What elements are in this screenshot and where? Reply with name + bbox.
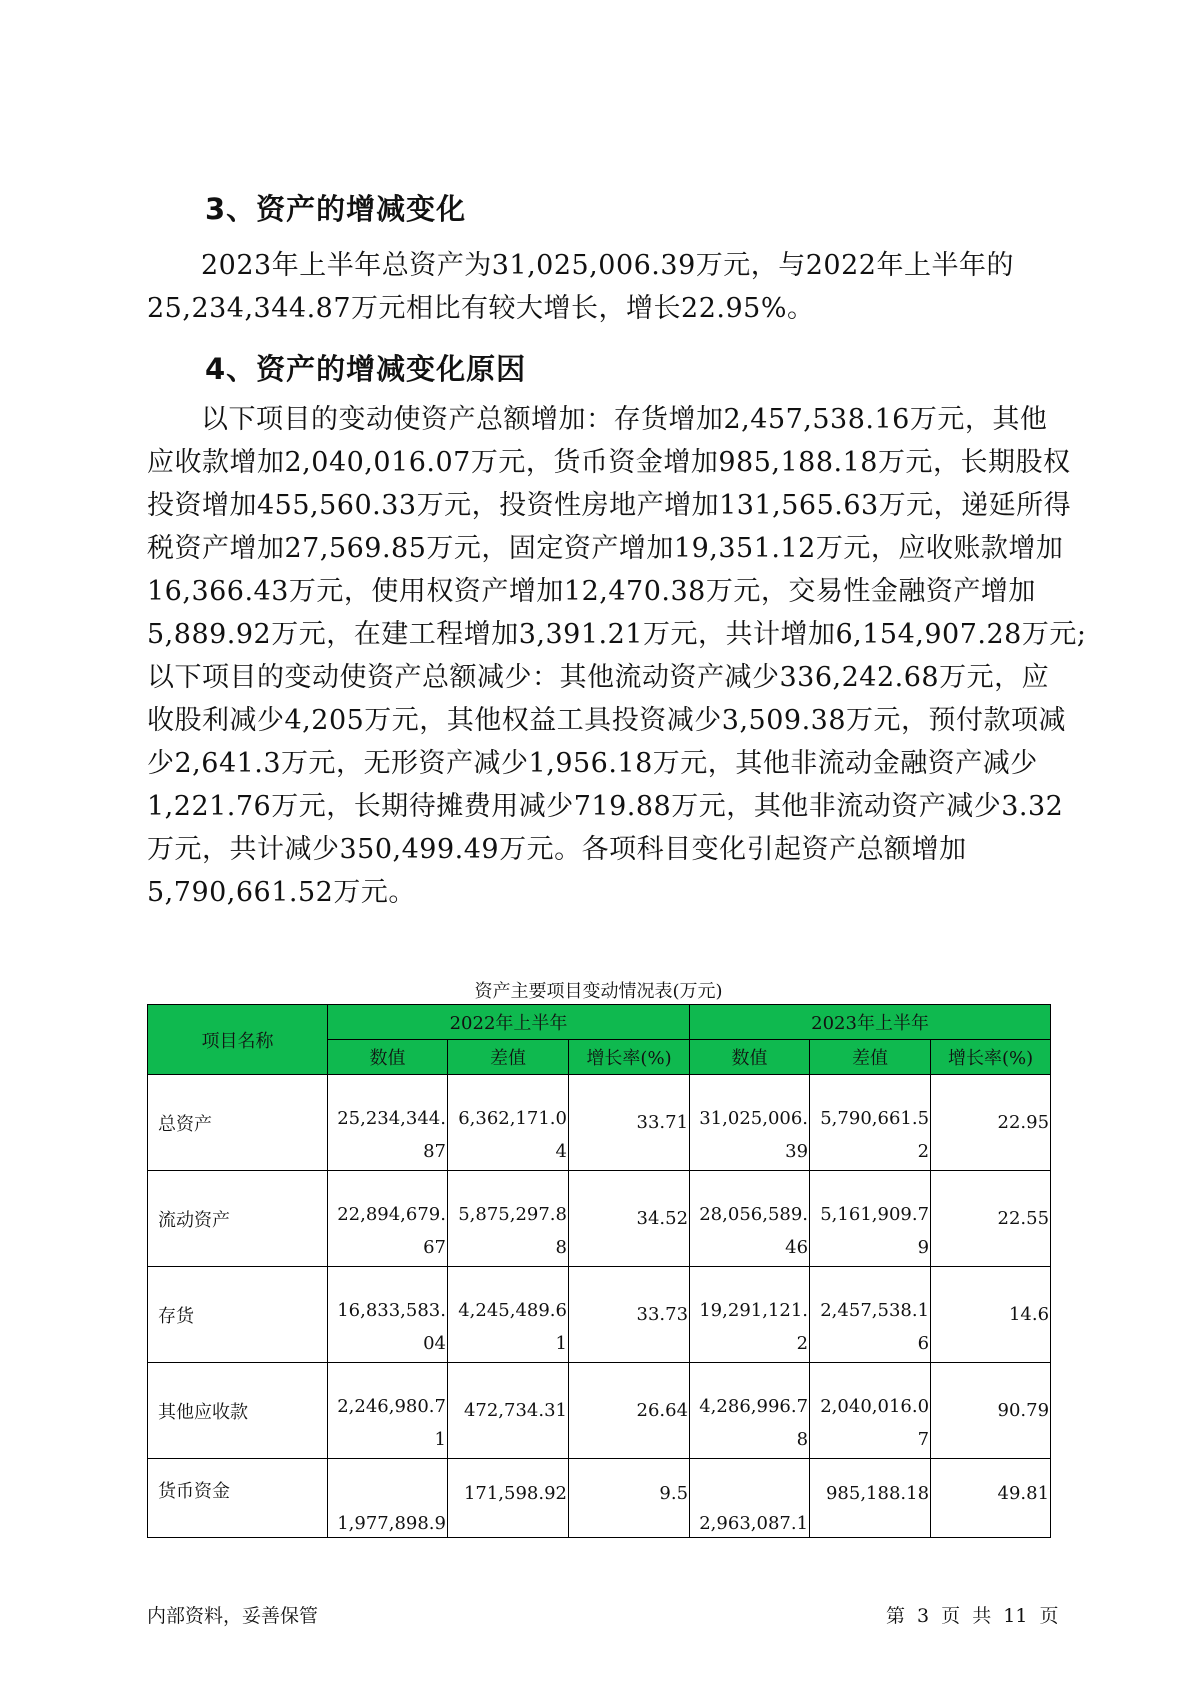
- header-period-2023: 2023年上半年: [690, 1005, 1051, 1040]
- paragraph-line: 5,889.92万元，在建工程增加3,391.21万元，共计增加6,154,907.28万元;: [147, 619, 1087, 650]
- rate-2022: 34.52: [569, 1171, 690, 1267]
- header-item-name: 项目名称: [148, 1005, 328, 1075]
- row-label: 货币资金: [148, 1459, 328, 1538]
- rate-2023: 90.79: [931, 1363, 1051, 1459]
- table-row: [148, 1171, 1051, 1267]
- rate-2023: 14.6: [931, 1267, 1051, 1363]
- diff-2022: 472,734.31: [448, 1363, 569, 1459]
- diff-2023: 2,457,538.16: [810, 1267, 931, 1363]
- diff-2023: 985,188.18: [810, 1459, 931, 1538]
- header-diff-2022: 差值: [448, 1040, 569, 1075]
- value-2023: 19,291,121.2: [690, 1267, 810, 1363]
- paragraph-line: 1,221.76万元，长期待摊费用减少719.88万元，其他非流动资产减少3.32: [147, 791, 1064, 822]
- row-label: 流动资产: [148, 1171, 328, 1267]
- paragraph-line: 25,234,344.87万元相比有较大增长，增长22.95%。: [147, 293, 815, 324]
- section-4-paragraph: [147, 398, 1087, 914]
- diff-2023: 5,161,909.79: [810, 1171, 931, 1267]
- paragraph-line: 收股利减少4,205万元，其他权益工具投资减少3,509.38万元，预付款项减: [147, 705, 1067, 736]
- row-label: 总资产: [148, 1075, 328, 1171]
- value-2023: 28,056,589.46: [690, 1171, 810, 1267]
- diff-2023: 2,040,016.07: [810, 1363, 931, 1459]
- diff-2022: 171,598.92: [448, 1459, 569, 1538]
- paragraph-line: 万元，共计减少350,499.49万元。各项科目变化引起资产总额增加: [147, 834, 967, 865]
- value-2022: 16,833,583.04: [328, 1267, 448, 1363]
- rate-2023: 49.81: [931, 1459, 1051, 1538]
- paragraph-line: 16,366.43万元，使用权资产增加12,470.38万元，交易性金融资产增加: [147, 576, 1036, 607]
- value-2022: 1,977,898.9: [328, 1459, 448, 1538]
- paragraph-line: 2023年上半年总资产为31,025,006.39万元，与2022年上半年的: [201, 250, 1014, 281]
- value-2022: 25,234,344.87: [328, 1075, 448, 1171]
- paragraph-line: 税资产增加27,569.85万元，固定资产增加19,351.12万元，应收账款增加: [147, 533, 1064, 564]
- paragraph-line: 投资增加455,560.33万元，投资性房地产增加131,565.63万元，递延所得: [147, 490, 1072, 521]
- paragraph-line: 以下项目的变动使资产总额减少：其他流动资产减少336,242.68万元，应: [147, 662, 1050, 693]
- paragraph-line: 以下项目的变动使资产总额增加：存货增加2,457,538.16万元，其他: [201, 404, 1048, 435]
- header-value-2023: 数值: [690, 1040, 810, 1075]
- asset-change-table: [147, 1004, 1051, 1538]
- section-4-heading: 4、资产的增减变化原因: [205, 352, 527, 386]
- paragraph-line: 应收款增加2,040,016.07万元，货币资金增加985,188.18万元，长期股权: [147, 447, 1071, 478]
- paragraph-line: 5,790,661.52万元。: [147, 877, 416, 908]
- table-row: [148, 1459, 1051, 1538]
- footer-confidential-note: 内部资料，妥善保管: [147, 1605, 319, 1627]
- value-2022: 22,894,679.67: [328, 1171, 448, 1267]
- table-row: [148, 1363, 1051, 1459]
- value-2023: 2,963,087.1: [690, 1459, 810, 1538]
- paragraph-line: 少2,641.3万元，无形资产减少1,956.18万元，其他非流动金融资产减少: [147, 748, 1038, 779]
- rate-2022: 33.73: [569, 1267, 690, 1363]
- rate-2022: 26.64: [569, 1363, 690, 1459]
- diff-2022: 5,875,297.88: [448, 1171, 569, 1267]
- row-label: 其他应收款: [148, 1363, 328, 1459]
- value-2023: 31,025,006.39: [690, 1075, 810, 1171]
- section-3-paragraph: [147, 244, 1047, 330]
- rate-2023: 22.55: [931, 1171, 1051, 1267]
- table-row: [148, 1075, 1051, 1171]
- diff-2022: 6,362,171.04: [448, 1075, 569, 1171]
- section-3-heading: 3、资产的增减变化: [205, 192, 467, 226]
- row-label: 存货: [148, 1267, 328, 1363]
- footer-page-number: 第 3 页 共 11 页: [886, 1605, 1059, 1627]
- header-rate-2022: 增长率(%): [569, 1040, 690, 1075]
- diff-2023: 5,790,661.52: [810, 1075, 931, 1171]
- header-value-2022: 数值: [328, 1040, 448, 1075]
- rate-2022: 9.5: [569, 1459, 690, 1538]
- value-2023: 4,286,996.78: [690, 1363, 810, 1459]
- value-2022: 2,246,980.71: [328, 1363, 448, 1459]
- header-rate-2023: 增长率(%): [931, 1040, 1051, 1075]
- rate-2022: 33.71: [569, 1075, 690, 1171]
- header-diff-2023: 差值: [810, 1040, 931, 1075]
- table-caption: 资产主要项目变动情况表(万元): [474, 981, 723, 1002]
- diff-2022: 4,245,489.61: [448, 1267, 569, 1363]
- header-period-2022: 2022年上半年: [328, 1005, 690, 1040]
- rate-2023: 22.95: [931, 1075, 1051, 1171]
- table-row: [148, 1267, 1051, 1363]
